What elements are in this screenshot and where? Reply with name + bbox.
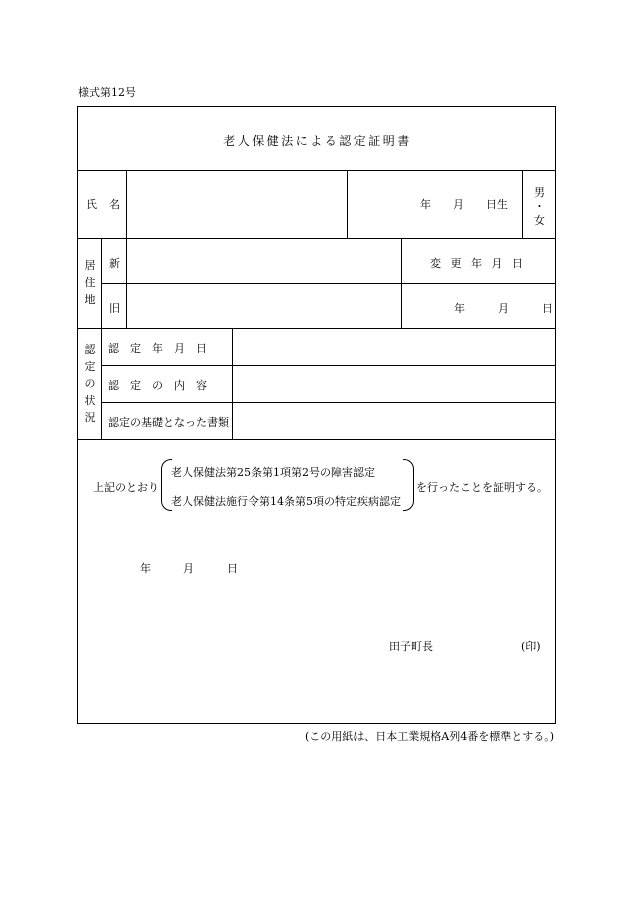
divider (101, 238, 102, 439)
change-month-label: 月 (498, 302, 509, 315)
residence-old-label: 旧 (109, 302, 120, 315)
change-year-label: 年 (454, 302, 465, 315)
sex-male[interactable]: 男 (534, 186, 545, 199)
certification-label-char: 況 (84, 411, 96, 424)
issue-year-label: 年 (140, 562, 151, 575)
divider (101, 365, 555, 366)
sex-female[interactable]: 女 (534, 214, 545, 227)
statement-suffix: を行ったことを証明する。 (416, 481, 548, 494)
divider (347, 170, 348, 238)
certification-label-char: 認 (84, 343, 96, 356)
certification-status-label (83, 341, 97, 426)
birth-day-label: 日生 (486, 198, 508, 211)
divider (78, 439, 555, 440)
name-label-2: 名 (109, 198, 120, 211)
residence-new-field[interactable] (128, 240, 399, 282)
divider (126, 238, 127, 328)
issue-month-label: 月 (183, 562, 194, 575)
certification-label-char: 定 (84, 360, 96, 373)
divider (78, 328, 555, 329)
certification-date-label: 認 定 年 月 日 (108, 342, 207, 355)
divider (522, 170, 523, 238)
name-field[interactable] (128, 172, 345, 236)
residence-label-char: 地 (84, 293, 96, 306)
sex-dot: ・ (534, 200, 545, 213)
statement-option-2[interactable]: 老人保健法施行令第14条第5項の特定疾病認定 (171, 495, 401, 508)
change-day-label: 日 (542, 302, 553, 315)
issue-day-label: 日 (227, 562, 238, 575)
certification-basis-label: 認定の基礎となった書類 (108, 416, 229, 429)
divider (78, 238, 555, 239)
residence-label-char: 居 (84, 259, 96, 272)
divider (401, 238, 402, 328)
divider (101, 283, 555, 284)
residence-new-label: 新 (109, 257, 120, 270)
divider (232, 328, 233, 439)
certificate-form (77, 106, 556, 724)
divider (126, 170, 127, 238)
divider (78, 170, 555, 171)
change-date-label: 変 更 年 月 日 (430, 257, 523, 270)
residence-old-field[interactable] (128, 285, 399, 327)
right-brace (403, 459, 414, 511)
certification-label-char: の (84, 377, 96, 390)
certification-basis-field[interactable] (234, 404, 553, 438)
residence-label (83, 257, 97, 308)
birth-year-label: 年 (420, 198, 431, 211)
birth-month-label: 月 (453, 198, 464, 211)
paper-size-note: (この用紙は、日本工業規格A列4番を標準とする。) (305, 730, 555, 743)
name-label-1: 氏 (86, 198, 97, 211)
residence-label-char: 住 (84, 276, 96, 289)
form-title: 老人保健法による認定証明書 (223, 134, 412, 148)
mayor-title: 田子町長 (389, 640, 433, 653)
certification-content-label: 認 定 の 内 容 (108, 379, 207, 392)
certification-label-char: 状 (84, 394, 96, 407)
form-number: 様式第12号 (78, 86, 136, 99)
statement-prefix: 上記のとおり (93, 481, 159, 494)
certification-date-field[interactable] (234, 330, 553, 364)
certification-content-field[interactable] (234, 367, 553, 401)
divider (101, 402, 555, 403)
statement-option-1[interactable]: 老人保健法第25条第1項第2号の障害認定 (171, 466, 375, 479)
seal-mark: (印) (521, 640, 541, 653)
